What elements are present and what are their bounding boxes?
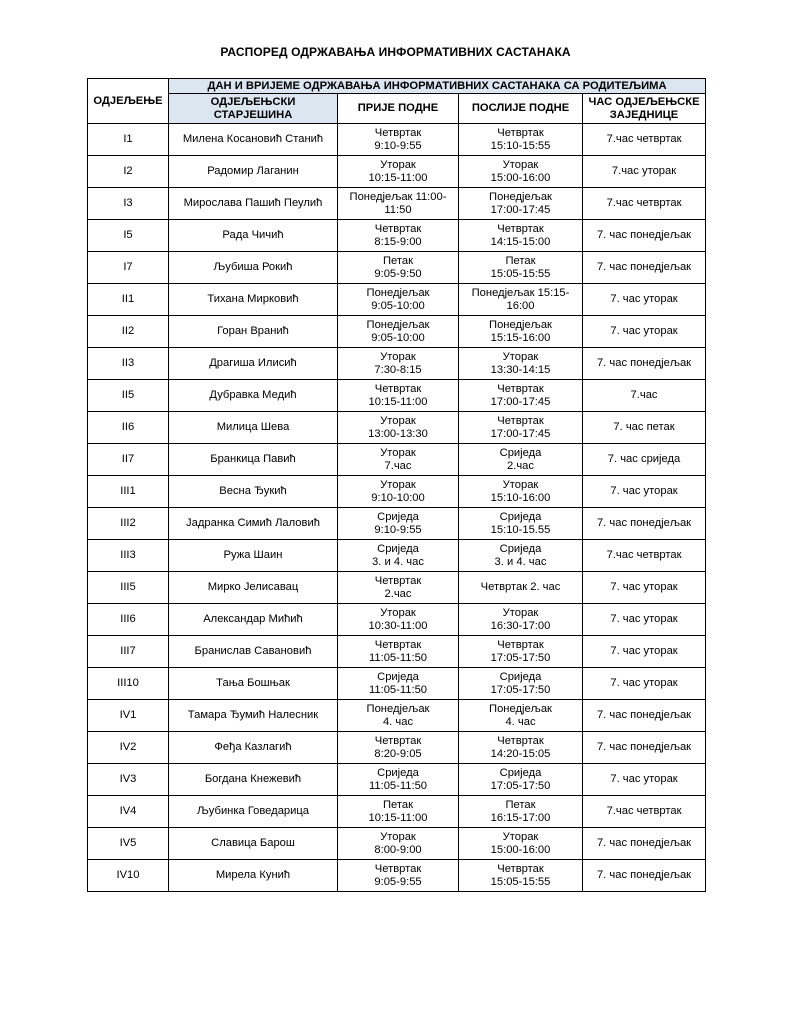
table-row xyxy=(88,540,706,572)
teacher-cell: Рада Чичић xyxy=(169,220,338,252)
before-noon-cell: Четвртак 11:05-11:50 xyxy=(338,636,459,668)
header-teacher: ОДЈЕЉЕЊСКИ СТАРЈЕШИНА xyxy=(169,94,338,124)
schedule-table xyxy=(87,78,706,892)
afternoon-cell: Понедјељак 4. час xyxy=(459,700,583,732)
class-hour-cell: 7.час четвртак xyxy=(583,188,706,220)
department-cell: III2 xyxy=(88,508,169,540)
afternoon-cell: Четвртак 14:20-15:05 xyxy=(459,732,583,764)
before-noon-cell: Петак 9:05-9:50 xyxy=(338,252,459,284)
class-hour-cell: 7. час уторак xyxy=(583,316,706,348)
department-cell: II5 xyxy=(88,380,169,412)
before-noon-cell: Уторак 7:30-8:15 xyxy=(338,348,459,380)
before-noon-cell: Понедјељак 9:05-10:00 xyxy=(338,284,459,316)
department-cell: IV10 xyxy=(88,860,169,892)
afternoon-cell: Уторак 15:00-16:00 xyxy=(459,828,583,860)
table-row xyxy=(88,188,706,220)
class-hour-cell: 7. час уторак xyxy=(583,284,706,316)
before-noon-cell: Четвртак 10:15-11:00 xyxy=(338,380,459,412)
table-row xyxy=(88,860,706,892)
before-noon-cell: Уторак 7.час xyxy=(338,444,459,476)
afternoon-cell: Четвртак 17:00-17:45 xyxy=(459,412,583,444)
table-row xyxy=(88,220,706,252)
before-noon-cell: Уторак 8:00-9:00 xyxy=(338,828,459,860)
afternoon-cell: Четвртак 2. час xyxy=(459,572,583,604)
afternoon-cell: Понедјељак 15:15- 16:00 xyxy=(459,284,583,316)
table-row xyxy=(88,124,706,156)
afternoon-cell: Сриједа 3. и 4. час xyxy=(459,540,583,572)
afternoon-cell: Сриједа 17:05-17:50 xyxy=(459,668,583,700)
department-cell: III6 xyxy=(88,604,169,636)
teacher-cell: Феђа Казлагић xyxy=(169,732,338,764)
teacher-cell: Мирко Јелисавац xyxy=(169,572,338,604)
afternoon-cell: Петак 15:05-15:55 xyxy=(459,252,583,284)
class-hour-cell: 7. час понедјељак xyxy=(583,252,706,284)
department-cell: I5 xyxy=(88,220,169,252)
class-hour-cell: 7. час уторак xyxy=(583,668,706,700)
page-title: РАСПОРЕД ОДРЖАВАЊА ИНФОРМАТИВНИХ САСТАНАКА xyxy=(220,45,571,59)
before-noon-cell: Сриједа 11:05-11:50 xyxy=(338,764,459,796)
before-noon-cell: Четвртак 9:05-9:55 xyxy=(338,860,459,892)
class-hour-cell: 7. час понедјељак xyxy=(583,348,706,380)
before-noon-cell: Понедјељак 11:00- 11:50 xyxy=(338,188,459,220)
table-body xyxy=(88,124,706,892)
before-noon-cell: Четвртак 9:10-9:55 xyxy=(338,124,459,156)
before-noon-cell: Понедјељак 9:05-10:00 xyxy=(338,316,459,348)
department-cell: IV5 xyxy=(88,828,169,860)
class-hour-cell: 7. час уторак xyxy=(583,476,706,508)
before-noon-cell: Четвртак 8:15-9:00 xyxy=(338,220,459,252)
afternoon-cell: Уторак 15:00-16:00 xyxy=(459,156,583,188)
class-hour-cell: 7. час понедјељак xyxy=(583,508,706,540)
department-cell: II7 xyxy=(88,444,169,476)
afternoon-cell: Понедјељак 17:00-17:45 xyxy=(459,188,583,220)
table-row xyxy=(88,604,706,636)
afternoon-cell: Четвртак 14:15-15:00 xyxy=(459,220,583,252)
teacher-cell: Ружа Шаин xyxy=(169,540,338,572)
class-hour-cell: 7. час понедјељак xyxy=(583,220,706,252)
before-noon-cell: Сриједа 9:10-9:55 xyxy=(338,508,459,540)
before-noon-cell: Сриједа 3. и 4. час xyxy=(338,540,459,572)
class-hour-cell: 7.час уторак xyxy=(583,156,706,188)
header-afternoon: ПОСЛИЈЕ ПОДНЕ xyxy=(459,94,583,124)
before-noon-cell: Четвртак 8:20-9:05 xyxy=(338,732,459,764)
class-hour-cell: 7. час сриједа xyxy=(583,444,706,476)
class-hour-cell: 7.час четвртак xyxy=(583,540,706,572)
department-cell: II2 xyxy=(88,316,169,348)
teacher-cell: Милена Косановић Станић xyxy=(169,124,338,156)
table-row xyxy=(88,700,706,732)
teacher-cell: Љубиша Рокић xyxy=(169,252,338,284)
class-hour-cell: 7.час четвртак xyxy=(583,124,706,156)
teacher-cell: Дубравка Медић xyxy=(169,380,338,412)
class-hour-cell: 7. час уторак xyxy=(583,604,706,636)
class-hour-cell: 7. час понедјељак xyxy=(583,732,706,764)
before-noon-cell: Понедјељак 4. час xyxy=(338,700,459,732)
department-cell: III3 xyxy=(88,540,169,572)
afternoon-cell: Четвртак 15:10-15:55 xyxy=(459,124,583,156)
afternoon-cell: Четвртак 17:00-17:45 xyxy=(459,380,583,412)
department-cell: IV4 xyxy=(88,796,169,828)
table-row xyxy=(88,572,706,604)
table-row xyxy=(88,348,706,380)
afternoon-cell: Сриједа 2.час xyxy=(459,444,583,476)
class-hour-cell: 7. час уторак xyxy=(583,636,706,668)
department-cell: III5 xyxy=(88,572,169,604)
class-hour-cell: 7. час понедјељак xyxy=(583,860,706,892)
teacher-cell: Радомир Лаганин xyxy=(169,156,338,188)
afternoon-cell: Четвртак 15:05-15:55 xyxy=(459,860,583,892)
table-row xyxy=(88,444,706,476)
table-row xyxy=(88,284,706,316)
teacher-cell: Бранислав Савановић xyxy=(169,636,338,668)
department-cell: I3 xyxy=(88,188,169,220)
table-row xyxy=(88,252,706,284)
table-row xyxy=(88,828,706,860)
department-cell: I2 xyxy=(88,156,169,188)
teacher-cell: Богдана Кнежевић xyxy=(169,764,338,796)
header-group: ДАН И ВРИЈЕМЕ ОДРЖАВАЊА ИНФОРМАТИВНИХ САСТАНАКА СА РОДИТЕЉИМА xyxy=(169,79,706,94)
before-noon-cell: Сриједа 11:05-11:50 xyxy=(338,668,459,700)
afternoon-cell: Четвртак 17:05-17:50 xyxy=(459,636,583,668)
teacher-cell: Милица Шева xyxy=(169,412,338,444)
table-row xyxy=(88,156,706,188)
table-row xyxy=(88,796,706,828)
before-noon-cell: Уторак 10:15-11:00 xyxy=(338,156,459,188)
department-cell: IV3 xyxy=(88,764,169,796)
teacher-cell: Славица Барош xyxy=(169,828,338,860)
class-hour-cell: 7. час уторак xyxy=(583,572,706,604)
class-hour-cell: 7. час уторак xyxy=(583,764,706,796)
table-row xyxy=(88,636,706,668)
department-cell: IV2 xyxy=(88,732,169,764)
teacher-cell: Александар Мићић xyxy=(169,604,338,636)
teacher-cell: Бранкица Павић xyxy=(169,444,338,476)
table-row xyxy=(88,316,706,348)
table-row xyxy=(88,668,706,700)
class-hour-cell: 7. час понедјељак xyxy=(583,828,706,860)
header-before-noon: ПРИЈЕ ПОДНЕ xyxy=(338,94,459,124)
afternoon-cell: Уторак 15:10-16:00 xyxy=(459,476,583,508)
department-cell: III10 xyxy=(88,668,169,700)
department-cell: II6 xyxy=(88,412,169,444)
table-row xyxy=(88,764,706,796)
teacher-cell: Љубинка Говедарица xyxy=(169,796,338,828)
teacher-cell: Тихана Мирковић xyxy=(169,284,338,316)
teacher-cell: Драгиша Илисић xyxy=(169,348,338,380)
department-cell: III7 xyxy=(88,636,169,668)
department-cell: I1 xyxy=(88,124,169,156)
teacher-cell: Весна Ђукић xyxy=(169,476,338,508)
before-noon-cell: Уторак 13:00-13:30 xyxy=(338,412,459,444)
department-cell: IV1 xyxy=(88,700,169,732)
department-cell: II3 xyxy=(88,348,169,380)
before-noon-cell: Четвртак 2.час xyxy=(338,572,459,604)
teacher-cell: Горан Вранић xyxy=(169,316,338,348)
afternoon-cell: Петак 16:15-17:00 xyxy=(459,796,583,828)
table-row xyxy=(88,380,706,412)
teacher-cell: Тамара Ђумић Налесник xyxy=(169,700,338,732)
teacher-cell: Мирослава Пашић Пеулић xyxy=(169,188,338,220)
before-noon-cell: Уторак 9:10-10:00 xyxy=(338,476,459,508)
table-row xyxy=(88,476,706,508)
teacher-cell: Јадранка Симић Лаловић xyxy=(169,508,338,540)
table-row xyxy=(88,732,706,764)
header-department: ОДЈЕЉЕЊЕ xyxy=(88,79,169,124)
header-class-hour: ЧАС ОДЈЕЉЕЊСКЕ ЗАЈЕДНИЦЕ xyxy=(583,94,706,124)
teacher-cell: Мирела Кунић xyxy=(169,860,338,892)
class-hour-cell: 7.час xyxy=(583,380,706,412)
afternoon-cell: Уторак 16:30-17:00 xyxy=(459,604,583,636)
afternoon-cell: Сриједа 17:05-17:50 xyxy=(459,764,583,796)
table-header xyxy=(88,79,706,124)
department-cell: III1 xyxy=(88,476,169,508)
class-hour-cell: 7.час четвртак xyxy=(583,796,706,828)
class-hour-cell: 7. час петак xyxy=(583,412,706,444)
department-cell: II1 xyxy=(88,284,169,316)
table-row xyxy=(88,508,706,540)
table-row xyxy=(88,412,706,444)
teacher-cell: Тања Бошњак xyxy=(169,668,338,700)
afternoon-cell: Понедјељак 15:15-16:00 xyxy=(459,316,583,348)
before-noon-cell: Уторак 10:30-11:00 xyxy=(338,604,459,636)
afternoon-cell: Уторак 13:30-14:15 xyxy=(459,348,583,380)
afternoon-cell: Сриједа 15:10-15.55 xyxy=(459,508,583,540)
class-hour-cell: 7. час понедјељак xyxy=(583,700,706,732)
department-cell: I7 xyxy=(88,252,169,284)
before-noon-cell: Петак 10:15-11:00 xyxy=(338,796,459,828)
